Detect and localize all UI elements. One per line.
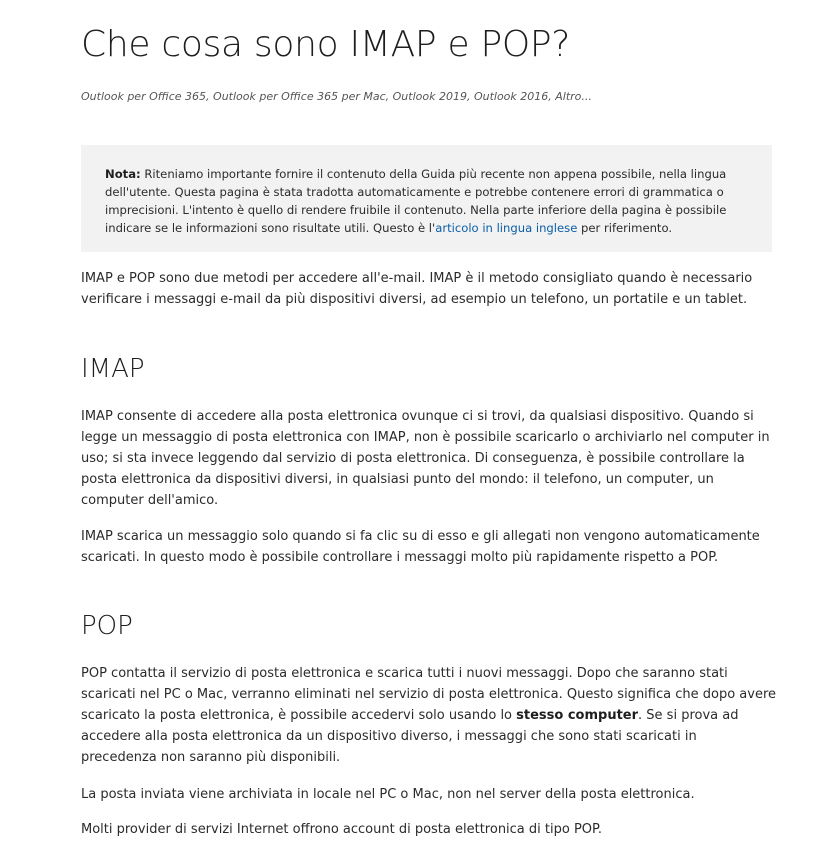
pop-p1-text-before: POP contatta il servizio di posta elettronica e scarica tutti i nuovi messaggi. Dopo che saranno stati scaricati nel PC o Mac, verranno eliminati nel servizio di posta elettronica. Questo significa che dopo avere scaricato la posta elettronica, è possibile accedervi solo usando lo bbox=[81, 666, 776, 723]
english-article-link[interactable]: articolo in lingua inglese bbox=[435, 221, 578, 235]
machine-translation-note bbox=[81, 145, 772, 252]
note-text-before-link: Riteniamo importante fornire il contenuto della Guida più recente non appena possibile, nella lingua dell'utente. Questa pagina è stata tradotta automaticamente e potrebbe contenere errori di grammatica o imprecisioni. L'intento è quello di rendere fruibile il contenuto. Nella parte inferiore della pagina è possibile indicare se le informazioni sono risultate utili. Questo è l' bbox=[105, 167, 727, 235]
intro-paragraph: IMAP e POP sono due metodi per accedere all'e-mail. IMAP è il metodo consigliato quando è necessario verificare i messaggi e-mail da più dispositivi diversi, ad esempio un telefono, un portatile e un tablet. bbox=[81, 271, 753, 307]
pop-paragraph-3: Molti provider di servizi Internet offrono account di posta elettronica di tipo POP. bbox=[81, 822, 602, 837]
note-label: Nota: bbox=[105, 167, 141, 181]
imap-heading: IMAP bbox=[81, 354, 145, 384]
applies-to-line: Outlook per Office 365, Outlook per Office 365 per Mac, Outlook 2019, Outlook 2016, Altro... bbox=[81, 90, 592, 103]
pop-paragraph-1 bbox=[81, 663, 776, 768]
note-text-after-link: per riferimento. bbox=[577, 221, 673, 235]
pop-heading: POP bbox=[81, 611, 133, 641]
page-title: Che cosa sono IMAP e POP? bbox=[81, 24, 571, 65]
imap-paragraph-2: IMAP scarica un messaggio solo quando si fa clic su di esso e gli allegati non vengono automaticamente scaricati. In questo modo è possibile controllare i messaggi molto più rapidamente rispetto a POP. bbox=[81, 529, 760, 565]
pop-p1-text-after: . Se si prova ad accedere alla posta elettronica da un dispositivo diverso, i messaggi che sono stati scaricati in precedenza non saranno più disponibili. bbox=[81, 708, 739, 765]
imap-paragraph-1: IMAP consente di accedere alla posta elettronica ovunque ci si trovi, da qualsiasi dispositivo. Quando si legge un messaggio di posta elettronica con IMAP, non è possibile scaricarlo o archiviarlo nel computer in uso; si sta invece leggendo dal servizio di posta elettronica. Di conseguenza, è possibile controllare la posta elettronica da dispositivi diversi, in qualsiasi punto del mondo: il telefono, un computer, un computer dell'amico. bbox=[81, 409, 770, 508]
pop-paragraph-2: La posta inviata viene archiviata in locale nel PC o Mac, non nel server della posta elettronica. bbox=[81, 787, 695, 802]
pop-p1-bold-text: stesso computer bbox=[516, 708, 639, 723]
